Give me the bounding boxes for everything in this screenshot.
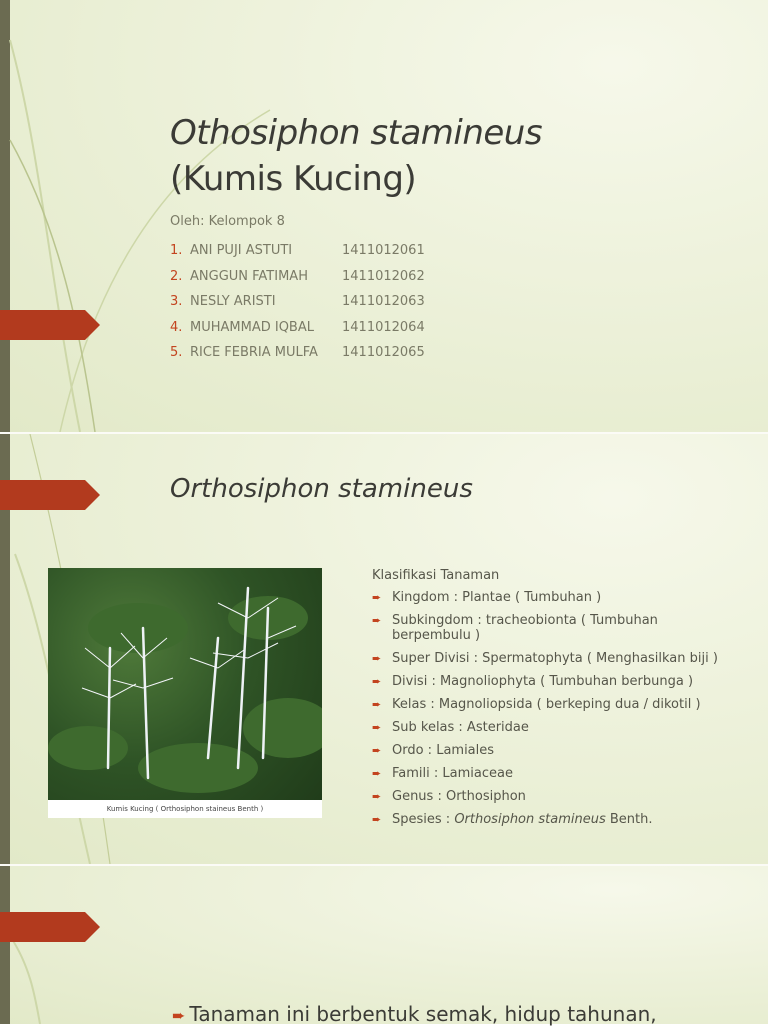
- bullet-arrow-icon: ➨: [372, 744, 382, 757]
- member-number: 4.: [170, 319, 183, 335]
- taxonomy-text: Super Divisi : Spermatophyta ( Menghasilkan biji ): [392, 651, 718, 666]
- member-name: MUHAMMAD IQBAL: [190, 319, 314, 335]
- taxonomy-text: Genus : Orthosiphon: [392, 789, 526, 804]
- bullet-arrow-icon: ➨: [372, 721, 382, 734]
- plant-photo: [48, 568, 322, 818]
- classification-heading: Klasifikasi Tanaman: [372, 568, 500, 583]
- taxonomy-text: Kingdom : Plantae ( Tumbuhan ): [392, 590, 602, 605]
- accent-arrow: [0, 310, 100, 340]
- species-label: Spesies :: [392, 812, 455, 827]
- title-italic: Othosiphon stamineus: [170, 113, 543, 153]
- taxonomy-item: [372, 743, 732, 758]
- bullet-arrow-icon: ➨: [372, 652, 382, 665]
- author-label: Oleh: Kelompok 8: [170, 214, 285, 229]
- taxonomy-item: [372, 674, 732, 689]
- slide-title: [0, 0, 768, 432]
- slide3-text: [172, 1002, 657, 1026]
- taxonomy-text: Subkingdom : tracheobionta ( Tumbuhan berpembulu ): [392, 613, 658, 643]
- member-nim: 1411012064: [342, 319, 425, 335]
- bullet-arrow-icon: ➨: [372, 675, 382, 688]
- member-number: 2.: [170, 268, 183, 284]
- taxonomy-text: Sub kelas : Asteridae: [392, 720, 529, 735]
- accent-arrow: [0, 480, 100, 510]
- member-nim: 1411012061: [342, 243, 425, 259]
- member-item: [170, 264, 425, 290]
- bullet-arrow-icon: ➨: [172, 1006, 186, 1025]
- plant-illustration: [48, 568, 322, 800]
- member-nim: 1411012065: [342, 345, 425, 361]
- bullet-arrow-icon: ➨: [372, 790, 382, 803]
- taxonomy-item: [372, 697, 732, 712]
- taxonomy-item: [372, 766, 732, 781]
- species-suffix: Benth.: [605, 812, 653, 827]
- taxonomy-list: [372, 590, 732, 835]
- species-name: Orthosiphon stamineus: [454, 812, 606, 827]
- taxonomy-text: Divisi : Magnoliophyta ( Tumbuhan berbunga ): [392, 674, 694, 689]
- taxonomy-text: Ordo : Lamiales: [392, 743, 495, 758]
- taxonomy-item: [372, 789, 732, 804]
- taxonomy-item: [372, 613, 732, 643]
- member-item: [170, 315, 425, 341]
- slide1-title: [170, 110, 542, 202]
- member-list: [170, 238, 425, 366]
- member-name: ANGGUN FATIMAH: [190, 268, 308, 284]
- taxonomy-text: Famili : Lamiaceae: [392, 766, 513, 781]
- taxonomy-item-species: [372, 812, 732, 827]
- taxonomy-item: [372, 720, 732, 735]
- slide2-title: Orthosiphon stamineus: [170, 474, 473, 504]
- member-nim: 1411012062: [342, 268, 425, 284]
- title-plain: (Kumis Kucing): [170, 159, 417, 199]
- swoosh-decoration: [0, 866, 768, 1024]
- photo-caption: Kumis Kucing ( Orthosiphon staineus Benth ): [48, 800, 322, 818]
- member-number: 1.: [170, 243, 183, 259]
- taxonomy-item: [372, 651, 732, 666]
- taxonomy-text: Kelas : Magnoliopsida ( berkeping dua / dikotil ): [392, 697, 701, 712]
- member-item: [170, 238, 425, 264]
- bullet-arrow-icon: ➨: [372, 813, 382, 826]
- slide-description: [0, 866, 768, 1024]
- slide3-text-content: Tanaman ini berbentuk semak, hidup tahunan,: [189, 1002, 657, 1026]
- member-name: RICE FEBRIA MULFA: [190, 345, 318, 361]
- member-name: NESLY ARISTI: [190, 294, 276, 310]
- bullet-arrow-icon: ➨: [372, 614, 382, 627]
- member-number: 5.: [170, 345, 183, 361]
- accent-arrow: [0, 912, 100, 942]
- bullet-arrow-icon: ➨: [372, 698, 382, 711]
- member-name: ANI PUJI ASTUTI: [190, 243, 293, 259]
- member-item: [170, 289, 425, 315]
- member-item: [170, 340, 425, 366]
- swoosh-decoration: [0, 0, 768, 432]
- taxonomy-item: [372, 590, 732, 605]
- bullet-arrow-icon: ➨: [372, 591, 382, 604]
- bullet-arrow-icon: ➨: [372, 767, 382, 780]
- member-nim: 1411012063: [342, 294, 425, 310]
- member-number: 3.: [170, 294, 183, 310]
